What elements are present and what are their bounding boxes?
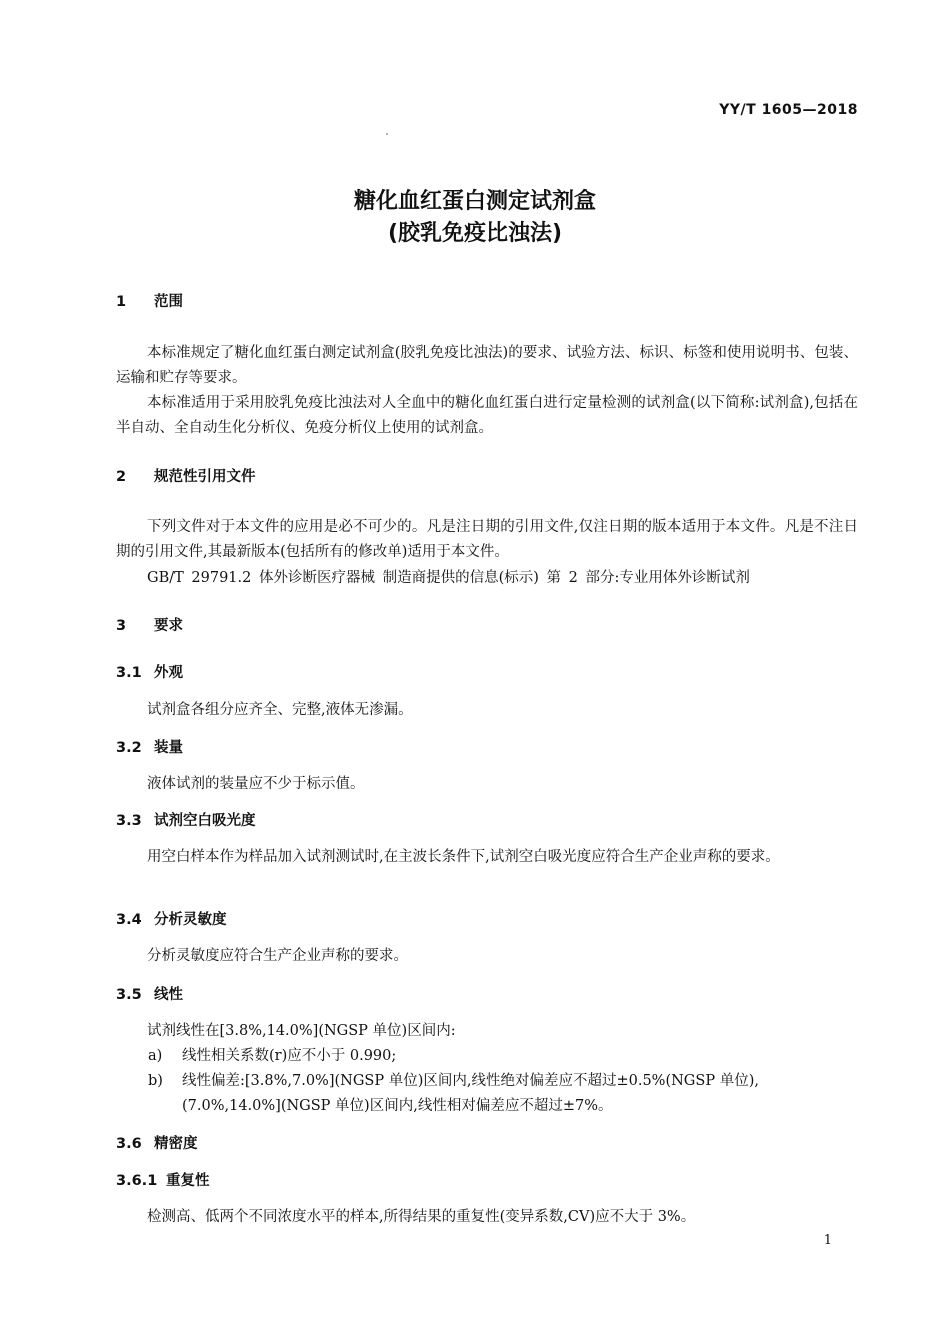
- section-number: 3.2: [116, 740, 142, 756]
- section-title: 重复性: [166, 1173, 210, 1189]
- section-number: 2: [116, 469, 127, 485]
- section-2-paragraph-1: 下列文件对于本文件的应用是必不可少的。凡是注日期的引用文件,仅注日期的版本适用于本文件。凡是不注日期的引用文件,其最新版本(包括所有的修改单)适用于本文件。: [116, 519, 858, 560]
- section-3-heading: [116, 614, 183, 635]
- section-number: 3.4: [116, 912, 142, 928]
- section-title: 精密度: [154, 1136, 198, 1152]
- section-title: 范围: [154, 294, 183, 310]
- section-3-3-heading: [116, 809, 256, 830]
- document-title: 糖化血红蛋白测定试剂盒: [353, 189, 596, 214]
- section-title: 装量: [154, 740, 183, 756]
- section-number: 3.6.1: [116, 1173, 158, 1189]
- section-3-1-text: 试剂盒各组分应齐全、完整,液体无渗漏。: [147, 702, 413, 718]
- section-3-2-text: 液体试剂的装量应不少于标示值。: [147, 776, 365, 792]
- section-number: 3.5: [116, 987, 142, 1003]
- section-3-5-heading: [116, 983, 183, 1004]
- section-2-heading: [116, 465, 256, 486]
- section-3-6-1-text: 检测高、低两个不同浓度水平的样本,所得结果的重复性(变异系数,CV)应不大于 3%。: [147, 1209, 696, 1225]
- section-3-3-text: 用空白样本作为样品加入试剂测试时,在主波长条件下,试剂空白吸光度应符合生产企业声称的要求。: [147, 849, 780, 865]
- page-number: 1: [823, 1233, 832, 1248]
- section-title: 线性: [154, 987, 183, 1003]
- section-1-paragraph-1: 本标准规定了糖化血红蛋白测定试剂盒(胶乳免疫比浊法)的要求、试验方法、标识、标签和使用说明书、包装、运输和贮存等要求。: [116, 345, 858, 386]
- section-3-5-intro: 试剂线性在[3.8%,14.0%](NGSP 单位)区间内:: [147, 1023, 456, 1039]
- section-title: 分析灵敏度: [154, 912, 227, 928]
- section-3-2-heading: [116, 736, 183, 757]
- section-1-paragraph-2: 本标准适用于采用胶乳免疫比浊法对人全血中的糖化血红蛋白进行定量检测的试剂盒(以下简称:试剂盒),包括在半自动、全自动生化分析仪、免疫分析仪上使用的试剂盒。: [116, 395, 858, 436]
- section-title: 要求: [154, 618, 183, 634]
- section-number: 1: [116, 294, 127, 310]
- list-label: a): [148, 1048, 163, 1064]
- list-label: b): [148, 1073, 163, 1089]
- section-3-6-1-heading: [116, 1169, 210, 1190]
- section-number: 3: [116, 618, 127, 634]
- list-text: 线性偏差:[3.8%,7.0%](NGSP 单位)区间内,线性绝对偏差应不超过±0.5%(NGSP 单位),: [182, 1073, 759, 1089]
- section-3-4-heading: [116, 908, 227, 929]
- section-title: 规范性引用文件: [154, 469, 256, 485]
- section-3-1-heading: [116, 661, 183, 682]
- list-item-a: [116, 1044, 396, 1065]
- normative-reference: GB/T 29791.2 体外诊断医疗器械 制造商提供的信息(标示) 第 2 部分:专业用体外诊断试剂: [147, 570, 750, 586]
- section-3-6-heading: [116, 1132, 198, 1153]
- section-number: 3.3: [116, 813, 142, 829]
- section-1-heading: [116, 290, 183, 311]
- standard-code: YY/T 1605—2018: [719, 102, 858, 118]
- list-item-b-continued: (7.0%,14.0%](NGSP 单位)区间内,线性相对偏差应不超过±7%。: [182, 1098, 613, 1114]
- list-text: 线性相关系数(r)应不小于 0.990;: [182, 1048, 397, 1064]
- section-title: 试剂空白吸光度: [154, 813, 256, 829]
- section-number: 3.6: [116, 1136, 142, 1152]
- document-subtitle: (胶乳免疫比浊法): [387, 221, 563, 246]
- scan-speck: [386, 133, 388, 135]
- list-item-b: [116, 1069, 759, 1090]
- section-title: 外观: [154, 665, 183, 681]
- section-3-4-text: 分析灵敏度应符合生产企业声称的要求。: [147, 948, 408, 964]
- section-number: 3.1: [116, 665, 142, 681]
